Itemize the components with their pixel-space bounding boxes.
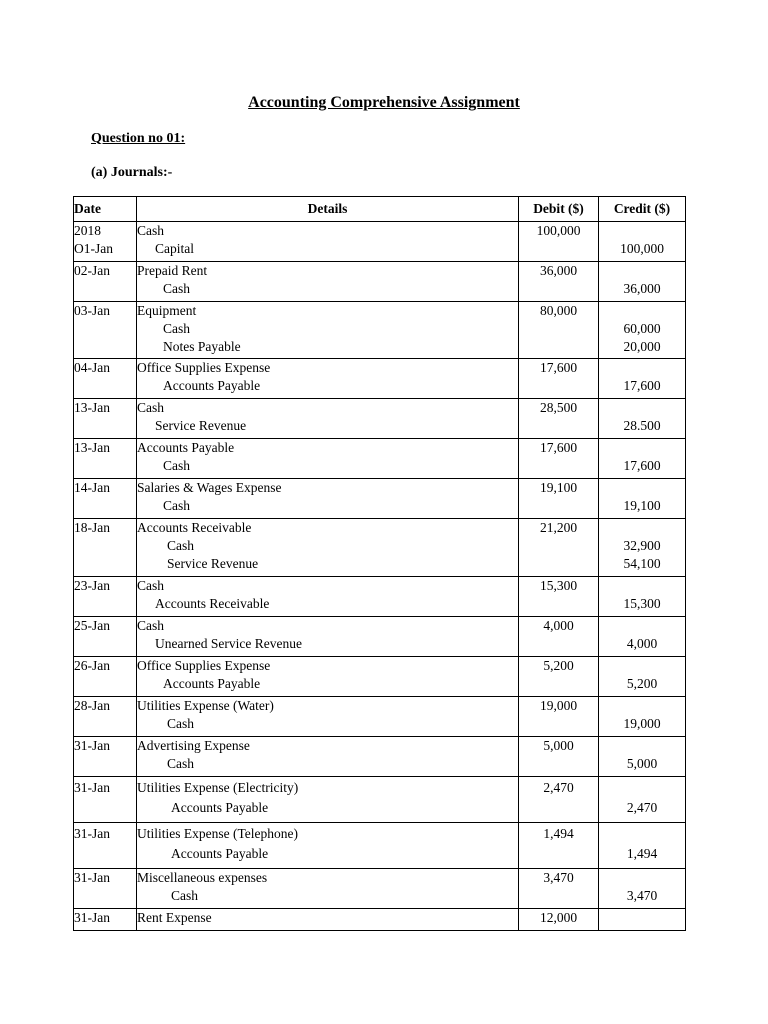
credit-value (599, 359, 685, 377)
debit-cell (519, 439, 599, 479)
date-value: 23-Jan (74, 578, 110, 593)
date-value (74, 595, 136, 613)
date-value (74, 537, 136, 555)
date-value: 26-Jan (74, 658, 110, 673)
account-name: Cash (163, 498, 190, 513)
account-name: Utilities Expense (Electricity) (137, 780, 299, 795)
credit-value: 17,600 (623, 458, 661, 473)
details-cell (137, 519, 519, 577)
date-cell (74, 697, 137, 737)
account-name: Service Revenue (155, 418, 247, 433)
date-value: 2018 (74, 223, 101, 238)
debit-cell (519, 697, 599, 737)
account-name: Accounts Receivable (137, 520, 252, 535)
debit-value (519, 320, 598, 338)
date-value: 13-Jan (74, 400, 110, 415)
credit-cell (599, 262, 686, 302)
details-cell (137, 823, 519, 869)
credit-value (599, 519, 685, 537)
date-value (74, 887, 136, 905)
date-value: 31-Jan (74, 826, 110, 841)
details-cell (137, 399, 519, 439)
date-cell (74, 439, 137, 479)
account-name: Cash (137, 578, 164, 593)
credit-value (599, 479, 685, 497)
credit-cell (599, 869, 686, 909)
date-value (74, 497, 136, 515)
account-name: Cash (171, 888, 198, 903)
debit-cell (519, 869, 599, 909)
date-cell (74, 399, 137, 439)
account-name: Advertising Expense (137, 738, 250, 753)
account-name: Cash (163, 458, 190, 473)
credit-value (599, 302, 685, 320)
credit-cell (599, 617, 686, 657)
date-value (74, 417, 136, 435)
credit-value (599, 439, 685, 457)
credit-value (599, 869, 685, 887)
account-name: Capital (155, 241, 194, 256)
account-name: Cash (167, 716, 194, 731)
table-row (74, 262, 686, 302)
debit-value: 5,000 (543, 738, 574, 753)
journal-table (73, 196, 686, 931)
table-row (74, 359, 686, 399)
account-name: Utilities Expense (Water) (137, 698, 274, 713)
credit-value: 32,900 (623, 538, 661, 553)
table-row (74, 302, 686, 359)
date-value (74, 635, 136, 653)
credit-cell (599, 399, 686, 439)
details-cell (137, 909, 519, 931)
credit-cell (599, 519, 686, 577)
table-row (74, 617, 686, 657)
journal-body (74, 222, 686, 931)
date-cell (74, 577, 137, 617)
question-heading: Question no 01: (91, 131, 186, 146)
credit-value: 3,470 (626, 888, 658, 903)
debit-column-header: Debit ($) (519, 197, 599, 222)
account-name: Cash (163, 321, 190, 336)
credit-cell (599, 823, 686, 869)
account-name: Rent Expense (137, 910, 212, 925)
debit-value: 2,470 (543, 780, 574, 795)
credit-value (599, 399, 685, 417)
date-cell (74, 519, 137, 577)
details-cell (137, 302, 519, 359)
date-cell (74, 617, 137, 657)
credit-cell (599, 439, 686, 479)
debit-value (519, 715, 598, 733)
date-value: 13-Jan (74, 440, 110, 455)
credit-value: 36,000 (623, 281, 661, 296)
date-value: 28-Jan (74, 698, 110, 713)
date-cell (74, 657, 137, 697)
credit-value (599, 909, 685, 927)
credit-cell (599, 302, 686, 359)
account-name: Service Revenue (167, 556, 259, 571)
debit-value (519, 675, 598, 693)
debit-value (519, 338, 598, 356)
date-cell (74, 777, 137, 823)
account-name: Accounts Payable (163, 676, 261, 691)
table-row (74, 399, 686, 439)
table-row (74, 577, 686, 617)
date-cell (74, 302, 137, 359)
account-name: Accounts Payable (137, 440, 235, 455)
details-cell (137, 222, 519, 262)
account-name: Notes Payable (163, 339, 241, 354)
debit-cell (519, 519, 599, 577)
debit-value (519, 635, 598, 653)
date-value (74, 320, 136, 338)
debit-value (519, 240, 598, 258)
credit-value: 20,000 (623, 339, 661, 354)
debit-cell (519, 302, 599, 359)
credit-cell (599, 777, 686, 823)
details-cell (137, 439, 519, 479)
date-cell (74, 737, 137, 777)
account-name: Unearned Service Revenue (155, 636, 302, 651)
date-value: O1-Jan (74, 241, 113, 256)
date-value: 03-Jan (74, 303, 110, 318)
credit-value: 28.500 (623, 418, 661, 433)
debit-value (519, 555, 598, 573)
table-row (74, 479, 686, 519)
date-cell (74, 222, 137, 262)
details-cell (137, 737, 519, 777)
date-value: 18-Jan (74, 520, 110, 535)
details-cell (137, 657, 519, 697)
debit-cell (519, 359, 599, 399)
credit-value (599, 657, 685, 675)
date-value (74, 675, 136, 693)
account-name: Salaries & Wages Expense (137, 480, 282, 495)
table-row (74, 823, 686, 869)
credit-value (599, 779, 685, 797)
debit-value (519, 457, 598, 475)
date-value (74, 799, 136, 817)
credit-column-header: Credit ($) (599, 197, 686, 222)
date-value: 31-Jan (74, 780, 110, 795)
date-value: 25-Jan (74, 618, 110, 633)
date-cell (74, 479, 137, 519)
account-name: Accounts Payable (163, 378, 261, 393)
table-header-row (74, 197, 686, 222)
table-row (74, 439, 686, 479)
debit-value (519, 497, 598, 515)
account-name: Cash (167, 538, 194, 553)
details-cell (137, 262, 519, 302)
document-title: Accounting Comprehensive Assignment (248, 94, 520, 111)
credit-value: 19,100 (623, 498, 661, 513)
credit-cell (599, 909, 686, 931)
date-value: 02-Jan (74, 263, 110, 278)
credit-cell (599, 697, 686, 737)
date-cell (74, 869, 137, 909)
table-row (74, 697, 686, 737)
debit-cell (519, 909, 599, 931)
debit-value (519, 595, 598, 613)
credit-cell (599, 359, 686, 399)
date-value (74, 845, 136, 863)
debit-cell (519, 399, 599, 439)
date-value (74, 377, 136, 395)
account-name: Utilities Expense (Telephone) (137, 826, 299, 841)
account-name: Miscellaneous expenses (137, 870, 268, 885)
credit-cell (599, 737, 686, 777)
debit-value: 4,000 (543, 618, 574, 633)
debit-value: 1,494 (543, 826, 574, 841)
account-name: Office Supplies Expense (137, 658, 271, 673)
debit-value: 28,500 (539, 400, 578, 415)
debit-value: 5,200 (543, 658, 574, 673)
credit-cell (599, 657, 686, 697)
debit-cell (519, 777, 599, 823)
debit-value (519, 537, 598, 555)
date-cell (74, 262, 137, 302)
credit-value: 5,200 (626, 676, 658, 691)
details-cell (137, 777, 519, 823)
date-cell (74, 359, 137, 399)
credit-value: 54,100 (623, 556, 661, 571)
date-value (74, 457, 136, 475)
debit-value: 36,000 (539, 263, 578, 278)
details-cell (137, 577, 519, 617)
debit-value (519, 377, 598, 395)
date-value: 31-Jan (74, 910, 110, 925)
table-row (74, 657, 686, 697)
table-row (74, 519, 686, 577)
debit-value: 17,600 (539, 360, 578, 375)
debit-cell (519, 737, 599, 777)
credit-value: 60,000 (623, 321, 661, 336)
credit-value (599, 737, 685, 755)
debit-value: 3,470 (543, 870, 574, 885)
credit-value: 4,000 (626, 636, 658, 651)
date-value: 31-Jan (74, 738, 110, 753)
debit-value (519, 417, 598, 435)
details-cell (137, 479, 519, 519)
debit-cell (519, 657, 599, 697)
credit-value: 100,000 (620, 241, 664, 256)
account-name: Cash (163, 281, 190, 296)
debit-value (519, 280, 598, 298)
details-cell (137, 359, 519, 399)
debit-value (519, 845, 598, 863)
debit-cell (519, 222, 599, 262)
debit-cell (519, 577, 599, 617)
details-cell (137, 617, 519, 657)
date-value (74, 715, 136, 733)
credit-value (599, 697, 685, 715)
account-name: Accounts Receivable (155, 596, 270, 611)
credit-value (599, 222, 685, 240)
account-name: Accounts Payable (171, 846, 269, 861)
details-column-header: Details (137, 197, 519, 222)
debit-value: 100,000 (536, 223, 581, 238)
debit-value: 19,100 (539, 480, 578, 495)
table-row (74, 909, 686, 931)
debit-value: 12,000 (539, 910, 578, 925)
account-name: Equipment (137, 303, 197, 318)
credit-value: 17,600 (623, 378, 661, 393)
debit-cell (519, 262, 599, 302)
date-value (74, 755, 136, 773)
credit-value (599, 617, 685, 635)
account-name: Cash (137, 400, 164, 415)
debit-value: 17,600 (539, 440, 578, 455)
section-heading: (a) Journals:- (91, 165, 173, 180)
table-row (74, 869, 686, 909)
debit-value (519, 887, 598, 905)
account-name: Cash (137, 223, 164, 238)
account-name: Prepaid Rent (137, 263, 208, 278)
table-row (74, 222, 686, 262)
date-value (74, 280, 136, 298)
credit-value: 2,470 (626, 800, 658, 815)
debit-value: 80,000 (539, 303, 578, 318)
credit-cell (599, 222, 686, 262)
credit-value (599, 825, 685, 843)
account-name: Office Supplies Expense (137, 360, 271, 375)
account-name: Cash (167, 756, 194, 771)
credit-cell (599, 577, 686, 617)
date-value (74, 555, 136, 573)
debit-cell (519, 617, 599, 657)
date-value: 14-Jan (74, 480, 110, 495)
table-row (74, 737, 686, 777)
debit-cell (519, 479, 599, 519)
date-value: 31-Jan (74, 870, 110, 885)
debit-value: 19,000 (539, 698, 578, 713)
date-value (74, 338, 136, 356)
account-name: Cash (137, 618, 164, 633)
credit-value: 19,000 (623, 716, 661, 731)
table-row (74, 777, 686, 823)
debit-value (519, 755, 598, 773)
date-cell (74, 909, 137, 931)
credit-value (599, 577, 685, 595)
credit-value (599, 262, 685, 280)
debit-value: 15,300 (539, 578, 578, 593)
details-cell (137, 697, 519, 737)
credit-cell (599, 479, 686, 519)
credit-value: 15,300 (623, 596, 661, 611)
date-value: 04-Jan (74, 360, 110, 375)
debit-value (519, 799, 598, 817)
date-column-header: Date (74, 197, 137, 222)
debit-cell (519, 823, 599, 869)
credit-value: 1,494 (626, 846, 658, 861)
date-cell (74, 823, 137, 869)
credit-value: 5,000 (626, 756, 658, 771)
details-cell (137, 869, 519, 909)
account-name: Accounts Payable (171, 800, 269, 815)
debit-value: 21,200 (539, 520, 578, 535)
